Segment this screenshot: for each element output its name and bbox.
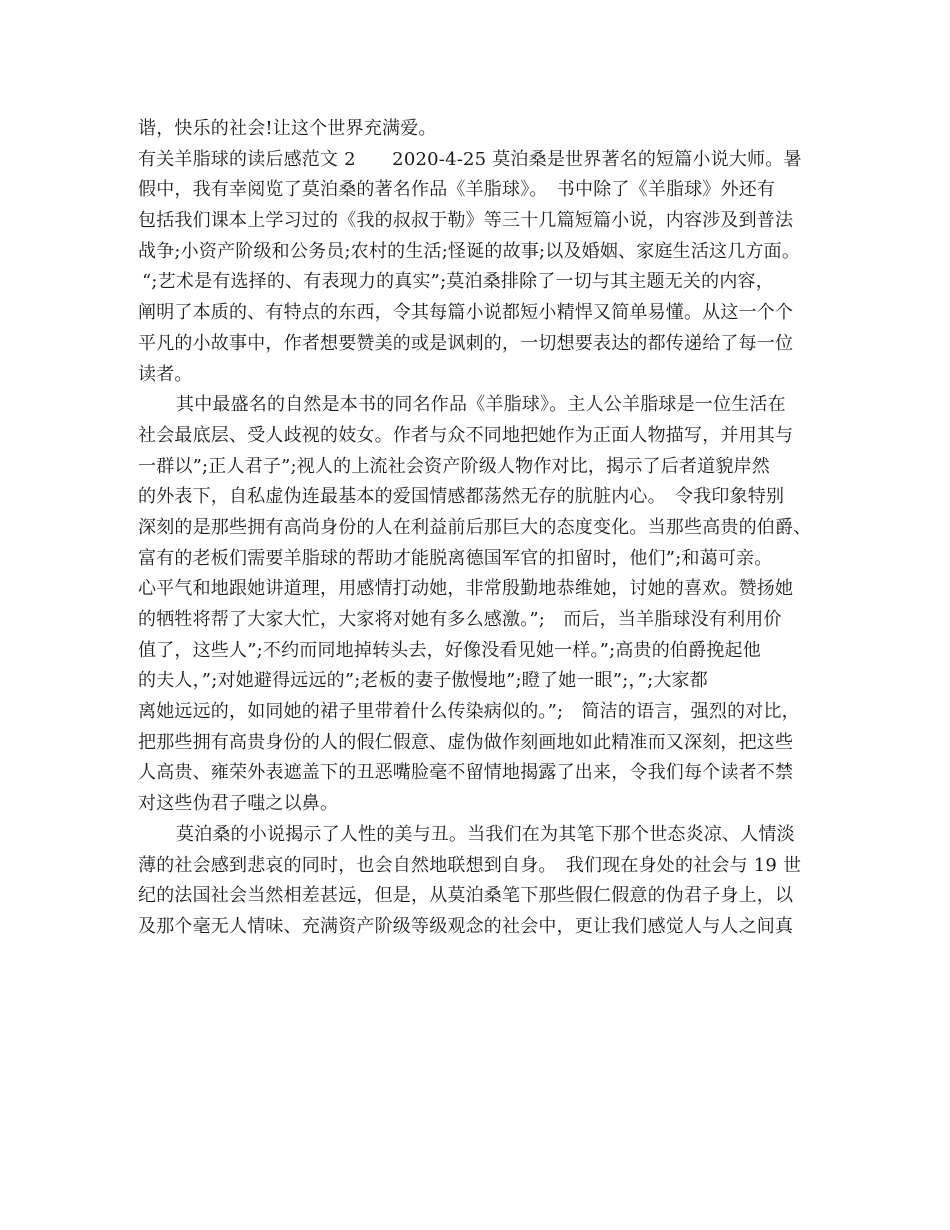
text-line: 社会最底层、受人歧视的妓女。作者与众不同地把她作为正面人物描写，并用其与 xyxy=(138,424,794,446)
text-line: 战争;小资产阶级和公务员;农村的生活;怪诞的故事;以及婚姻、家庭生活这几方面。 xyxy=(138,240,801,262)
article-body xyxy=(138,114,828,943)
text-line: 富有的老板们需要羊脂球的帮助才能脱离德国军官的扣留时，他们”;和蔼可亲。 xyxy=(138,547,773,569)
text-line: “;艺术是有选择的、有表现力的真实”;莫泊桑排除了一切与其主题无关的内容， xyxy=(142,271,774,293)
text-line: 心平气和地跟她讲道理，用感情打动她，非常殷勤地恭维她，讨她的喜欢。赞扬她 xyxy=(138,578,794,600)
text-line: 的夫人，”;对她避得远远的”;老板的妻子傲慢地”;瞪了她一眼”;，”;大家都 xyxy=(138,670,708,692)
text-line: 的牺牲将帮了大家大忙，大家将对她有多么感激。”; 而后，当羊脂球没有利用价 xyxy=(138,609,782,630)
text-line: 的外表下，自私虚伪连最基本的爱国情感都荡然无存的肮脏内心。 令我印象特别 xyxy=(138,486,785,508)
text-line: 读者。 xyxy=(138,363,193,385)
paragraph-start-line: 莫泊桑的小说揭示了人性的美与丑。当我们在为其笔下那个世态炎凉、人情淡 xyxy=(176,823,795,845)
article-title-line: 有关羊脂球的读后感范文 2 2020-4-25 莫泊桑是世界著名的短篇小说大师。暑 xyxy=(138,148,802,170)
text-line: 平凡的小故事中，作者想要赞美的或是讽刺的，一切想要表达的都传递给了每一位 xyxy=(138,332,794,354)
text-line: 深刻的是那些拥有高尚身份的人在利益前后那巨大的态度变化。当那些高贵的伯爵、 xyxy=(138,516,812,538)
text-line: 阐明了本质的、有特点的东西，令其每篇小说都短小精悍又简单易懂。从这一个个 xyxy=(138,302,794,324)
text-line: 及那个毫无人情味、充满资产阶级等级观念的社会中，更让我们感觉人与人之间真 xyxy=(138,915,794,937)
text-line: 把那些拥有高贵身份的人的假仁假意、虚伪做作刻画地如此精准而又深刻，把这些 xyxy=(138,731,794,753)
text-line: 谐，快乐的社会!让这个世界充满爱。 xyxy=(138,118,437,139)
text-line: 纪的法国社会当然相差甚远，但是，从莫泊桑笔下那些假仁假意的伪君子身上，以 xyxy=(138,885,794,907)
text-line: 包括我们课本上学习过的《我的叔叔于勒》等三十几篇短篇小说，内容涉及到普法 xyxy=(138,210,794,232)
paragraph-start-line: 其中最盛名的自然是本书的同名作品《羊脂球》。主人公羊脂球是一位生活在 xyxy=(176,394,786,416)
text-line: 对这些伪君子嗤之以鼻。 xyxy=(138,793,339,815)
text-line: 离她远远的，如同她的裙子里带着什么传染病似的。”; 简洁的语言，强烈的对比， xyxy=(138,701,800,723)
text-line: 人高贵、雍荣外表遮盖下的丑恶嘴脸毫不留情地揭露了出来，令我们每个读者不禁 xyxy=(138,762,794,784)
text-line: 假中，我有幸阅览了莫泊桑的著名作品《羊脂球》。 书中除了《羊脂球》外还有 xyxy=(138,179,776,201)
text-line: 一群以”;正人君子”;视人的上流社会资产阶级人物作对比，揭示了后者道貌岸然 xyxy=(138,455,770,477)
text-line: 值了，这些人”;不约而同地掉转头去，好像没看见她一样。”;高贵的伯爵挽起他 xyxy=(138,639,761,661)
text-line: 薄的社会感到悲哀的同时，也会自然地联想到自身。 我们现在身处的社会与 19 世 xyxy=(138,854,802,876)
